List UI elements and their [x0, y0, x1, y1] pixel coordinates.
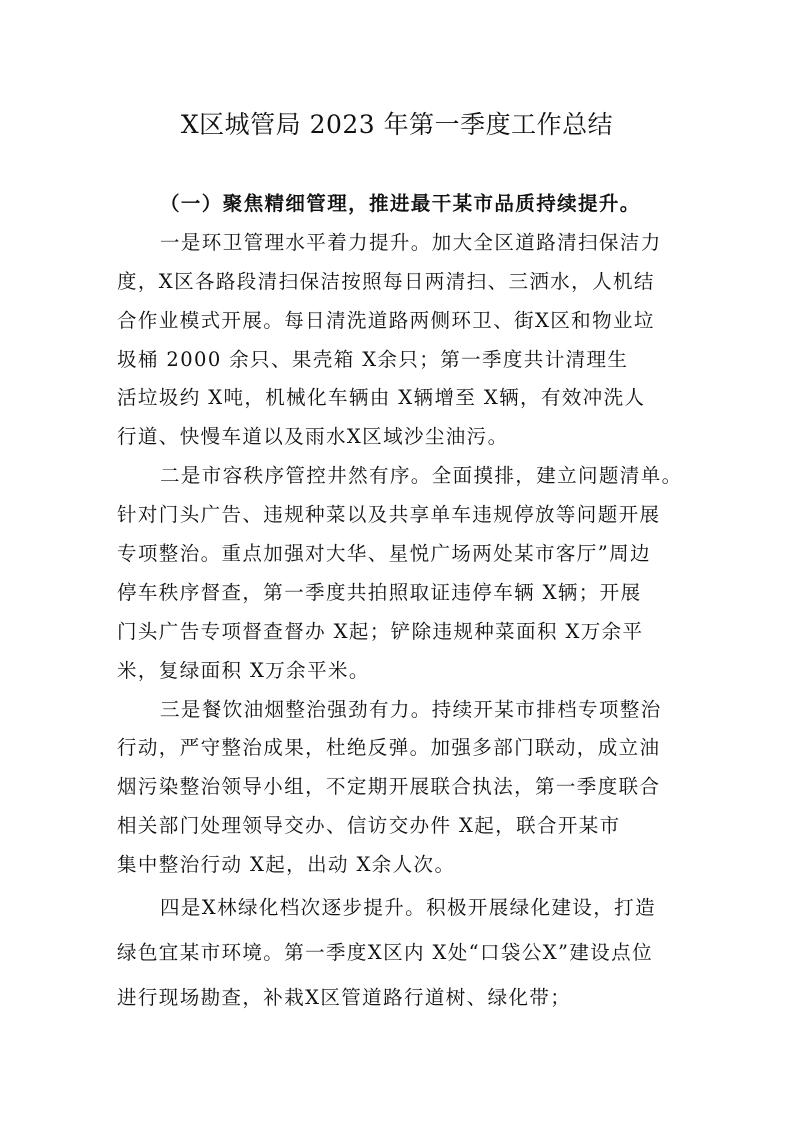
- section-heading: （一）聚焦精细管理，推进最干某市品质持续提升。: [160, 192, 641, 215]
- paragraph-line: 门头广告专项督查督办 X起；铲除违规种菜面积 X万余平: [117, 619, 644, 643]
- paragraph-line: 集中整治行动 X起，出动 X余人次。: [117, 853, 456, 877]
- paragraph-line: 停车秩序督查，第一季度共拍照取证违停车辆 X辆；开展: [117, 580, 642, 604]
- paragraph-line: 行道、快慢车道以及雨水X区域沙尘油污。: [117, 425, 509, 449]
- paragraph-line: 行动，严守整治成果，杜绝反弹。加强多部门联动，成立油: [117, 736, 661, 760]
- paragraph-line: 圾桶 2000 余只、果壳箱 X余只；第一季度共计清理生: [117, 347, 629, 371]
- paragraph-line: 专项整治。重点加强对大华、星悦广场两处某市客厅”周边: [117, 542, 651, 566]
- paragraph-line: 四是X林绿化档次逐步提升。积极开展绿化建设，打造: [160, 896, 656, 920]
- document-body: [117, 185, 695, 1020]
- paragraph-line: 活垃圾约 X吨，机械化车辆由 X辆增至 X辆，有效冲洗人: [117, 386, 646, 410]
- paragraph-line: 一是环卫管理水平着力提升。加大全区道路清扫保洁力: [160, 230, 662, 254]
- paragraph-line: 米，复绿面积 X万余平米。: [117, 658, 370, 682]
- paragraph-line: 针对门头广告、违规种菜以及共享单车违规停放等问题开展: [117, 503, 661, 527]
- document-title: X区城管局 2023 年第一季度工作总结: [180, 110, 614, 139]
- paragraph-line: 进行现场勘查，补栽X区管道路行道树、绿化带；: [117, 986, 572, 1010]
- paragraph-line: 度，X区各路段清扫保洁按照每日两清扫、三洒水，人机结: [117, 269, 655, 293]
- paragraph-line: 二是市容秩序管控井然有序。全面摸排，建立问题清单。: [160, 464, 683, 488]
- paragraph-line: 绿色宜某市环境。第一季度X区内 X处“口袋公X”建设点位: [117, 941, 653, 965]
- paragraph-line: 合作业模式开展。每日清洗道路两侧环卫、街X区和物业垃: [117, 308, 655, 332]
- paragraph-line: 烟污染整治领导小组，不定期开展联合执法，第一季度联合: [117, 775, 661, 799]
- paragraph-line: 相关部门处理领导交办、信访交办件 X起，联合开某市: [117, 814, 621, 838]
- paragraph-line: 三是餐饮油烟整治强劲有力。持续开某市排档专项整治: [160, 697, 662, 721]
